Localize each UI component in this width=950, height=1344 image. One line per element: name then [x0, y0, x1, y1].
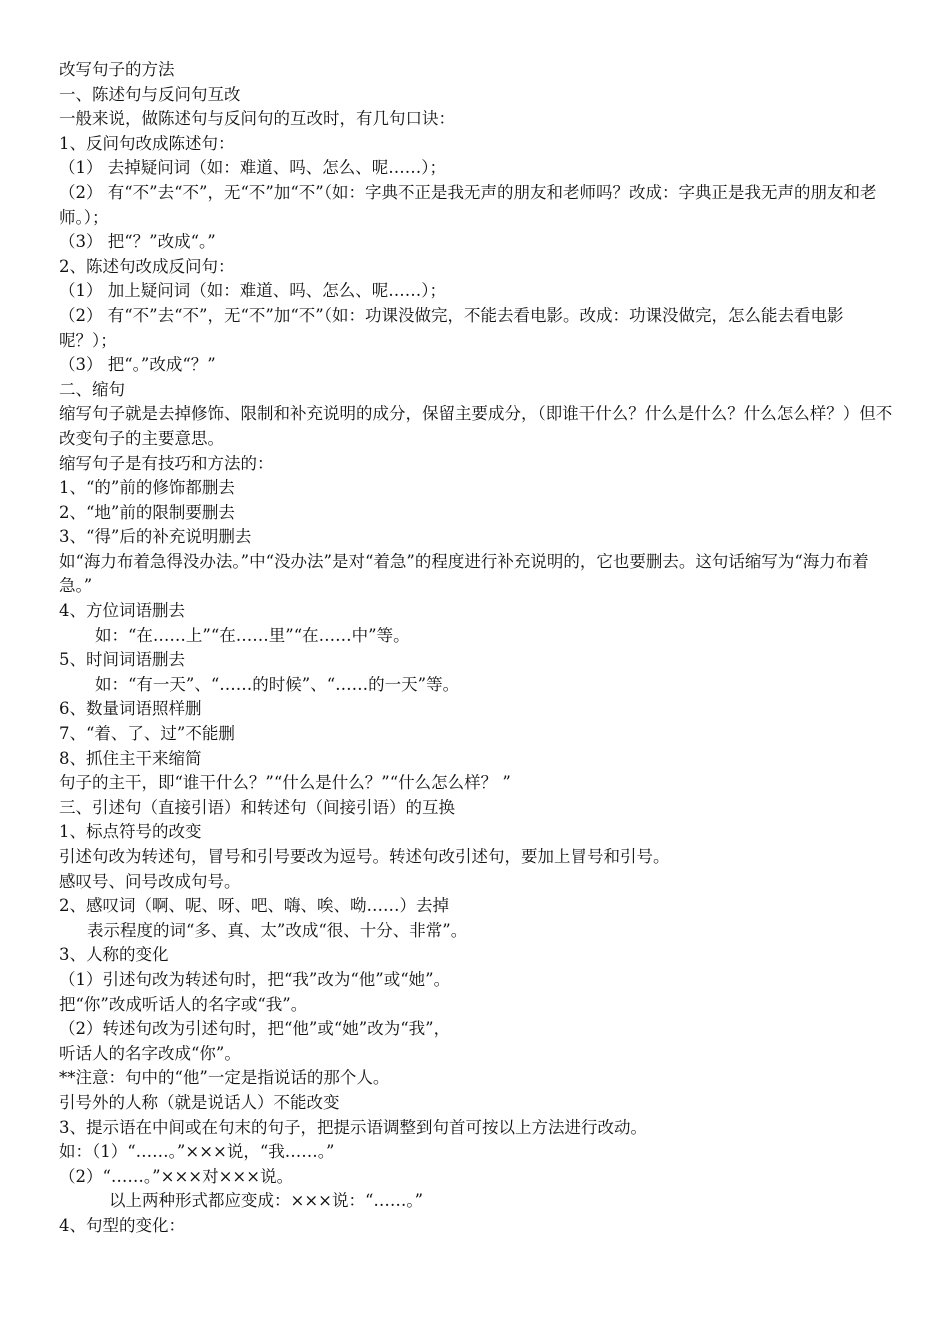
example-line: （2）“……。”×××对×××说。 [59, 1166, 294, 1186]
subheading: 2、陈述句改成反问句： [59, 256, 235, 276]
list-item: （3） 把“？”改成“。” [59, 232, 216, 252]
list-item: 7、“着、了、过”不能删 [59, 724, 235, 744]
paragraph: 感叹号、问号改成句号。 [59, 871, 241, 891]
subheading: 3、人称的变化 [59, 945, 169, 965]
subheading: 3、提示语在中间或在句末的句子，把提示语调整到句首可按以上方法进行改动。 [59, 1117, 647, 1137]
list-item: （2） 有“不”去“不”，无“不”加“不”（如：功课没做完，不能去看电影。改成：功课没做完，怎么能去看电影呢？）； [59, 305, 844, 350]
note-line: **注意：句中的“他”一定是指说话的那个人。 [59, 1068, 390, 1088]
paragraph: 把“你”改成听话人的名字或“我”。 [59, 994, 308, 1014]
section-heading: 三、引述句（直接引语）和转述句（间接引语）的互换 [59, 797, 455, 817]
list-item: （1）引述句改为转述句时，把“我”改为“他”或“她”。 [59, 969, 451, 989]
paragraph: 句子的主干，即“谁干什么？”“什么是什么？”“什么怎么样？ ” [59, 773, 511, 793]
list-item: 8、抓住主干来缩简 [59, 748, 202, 768]
paragraph: 表示程度的词“多、真、太”改成“很、十分、非常”。 [87, 920, 468, 940]
list-item: 2、“地”前的限制要删去 [59, 502, 235, 522]
subheading: 4、句型的变化： [59, 1215, 185, 1235]
example-line: 如：（1）“……。”×××说，“我……。” [59, 1142, 335, 1162]
list-item: 3、“得”后的补充说明删去 [59, 527, 252, 547]
list-item: 6、数量词语照样删 [59, 699, 202, 719]
list-item: （3） 把“。”改成“？” [59, 355, 216, 375]
list-item: （2）转述句改为引述句时，把“他”或“她”改为“我”， [59, 1019, 451, 1039]
paragraph: 引号外的人称（就是说话人）不能改变 [59, 1092, 340, 1112]
example-line: 如：“在……上”“在……里”“在……中”等。 [95, 625, 410, 645]
paragraph: 如“海力布着急得没办法。”中“没办法”是对“着急”的程度进行补充说明的，它也要删去。这句话缩写为“海力布着急。” [59, 551, 869, 596]
example-line: 以上两种形式都应变成：×××说：“……。” [109, 1191, 424, 1211]
list-item: （1） 加上疑问词（如：难道、吗、怎么、呢……）； [59, 281, 446, 301]
section-heading: 一、陈述句与反问句互改 [59, 84, 241, 104]
example-line: 如：“有一天”、“……的时候”、“……的一天”等。 [95, 674, 460, 694]
document-page [59, 58, 899, 1239]
doc-title: 改写句子的方法 [59, 60, 175, 79]
paragraph: 引述句改为转述句，冒号和引号要改为逗号。转述句改引述句，要加上冒号和引号。 [59, 847, 670, 866]
list-item: 5、时间词语删去 [59, 650, 185, 670]
paragraph: 一般来说，做陈述句与反问句的互改时，有几句口诀： [59, 109, 455, 129]
list-item: （1） 去掉疑问词（如：难道、吗、怎么、呢……）； [59, 158, 446, 178]
subheading: 2、感叹词（啊、呢、呀、吧、嗨、唉、呦……）去掉 [59, 896, 449, 916]
section-heading: 二、缩句 [59, 379, 125, 399]
subheading: 1、反问句改成陈述句： [59, 133, 235, 153]
subheading: 1、标点符号的改变 [59, 822, 202, 842]
paragraph: 缩写句子是有技巧和方法的： [59, 453, 274, 473]
list-item: （2） 有“不”去“不”，无“不”加“不”（如：字典不正是我无声的朋友和老师吗？改成：字典正是我无声的朋友和老师。）； [59, 182, 877, 227]
list-item: 4、方位词语删去 [59, 601, 185, 621]
paragraph: 听话人的名字改成“你”。 [59, 1043, 241, 1063]
paragraph: 缩写句子就是去掉修饰、限制和补充说明的成分，保留主要成分，（即谁干什么？什么是什么？什么怎么样？）但不改变句子的主要意思。 [59, 404, 893, 448]
list-item: 1、“的”前的修饰都删去 [59, 478, 235, 498]
